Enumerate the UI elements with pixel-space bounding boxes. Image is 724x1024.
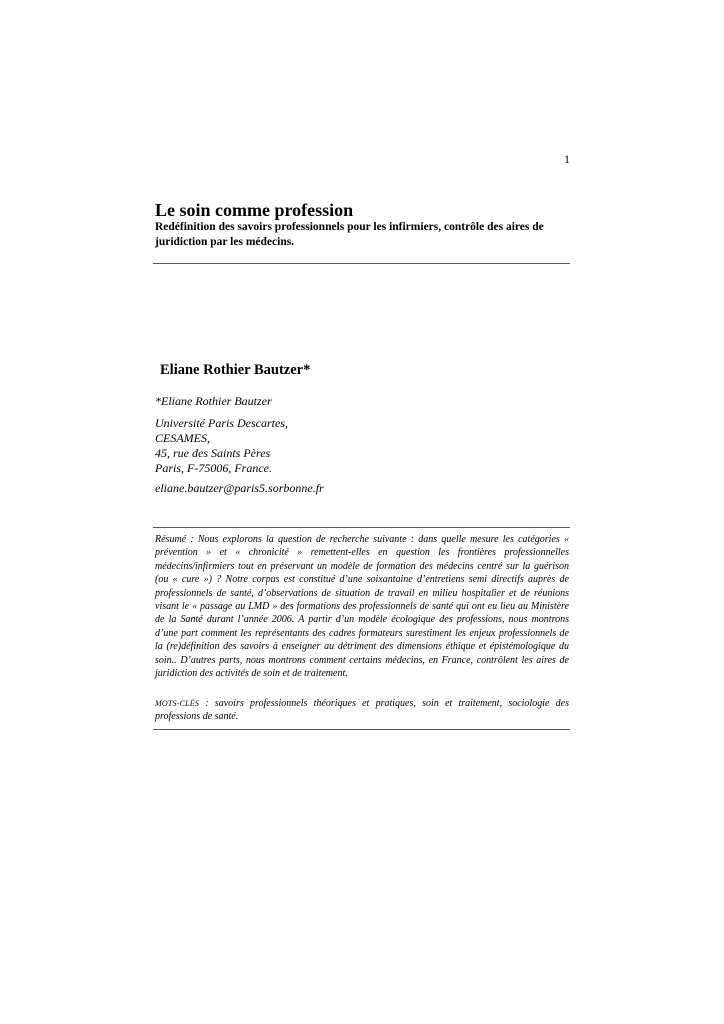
keywords: [155, 697, 569, 724]
address-line: Paris, F-75006, France.: [155, 461, 272, 475]
title-divider: [153, 263, 570, 264]
abstract-bottom-divider: [153, 729, 570, 730]
author-footnote-name: *Eliane Rothier Bautzer: [155, 394, 272, 408]
abstract-top-divider: [153, 527, 570, 528]
abstract: Résumé : Nous explorons la question de recherche suivante : dans quelle mesure les catégories « prévention » et « chronicité » remettent-elles en question les frontières professionnelles médecins/infirmiers tout en préservant un modèle de formation des médecins centré sur la guérison (ou « cure ») ? Notre corpus est constitué d’une soixantaine d’entretiens semi directifs auprès de professionnels de santé, d’observations de situation de travail en milieu hospitalier et de réunions visant le « passage au LMD » des formations des professionnels de santé qui ont eu lieu au Ministère de la Santé durant l’année 2006. A partir d’un modèle écologique des professions, nous montrons d’une part comment les représentants des cadres formateurs surestiment les enjeux professionnels de la (re)définition des savoirs à enseigner au détriment des dimensions éthique et épistémologique du soin.. D’autres parts, nous montrons comment certains médecins, en France, contrôlent les aires de juridiction des activités de soin et de traitement.: [155, 534, 569, 680]
address-line: CESAMES,: [155, 431, 210, 445]
keywords-text: : savoirs professionnels théoriques et pratiques, soin et traitement, sociologie des professions de santé.: [155, 698, 569, 723]
paper-title: Le soin comme profession: [155, 200, 354, 220]
address-line: 45, rue des Saints Pères: [155, 446, 271, 460]
page-number: 1: [564, 152, 570, 166]
author-address: [155, 416, 288, 476]
paper-subtitle: Redéfinition des savoirs professionnels pour les infirmiers, contrôle des aires de juridiction par les médecins.: [155, 221, 544, 248]
author-name: Eliane Rothier Bautzer*: [160, 362, 311, 378]
address-line: Université Paris Descartes,: [155, 416, 288, 430]
keywords-label: MOTS-CLÉS: [155, 699, 200, 708]
author-email: eliane.bautzer@paris5.sorbonne.fr: [155, 481, 324, 495]
